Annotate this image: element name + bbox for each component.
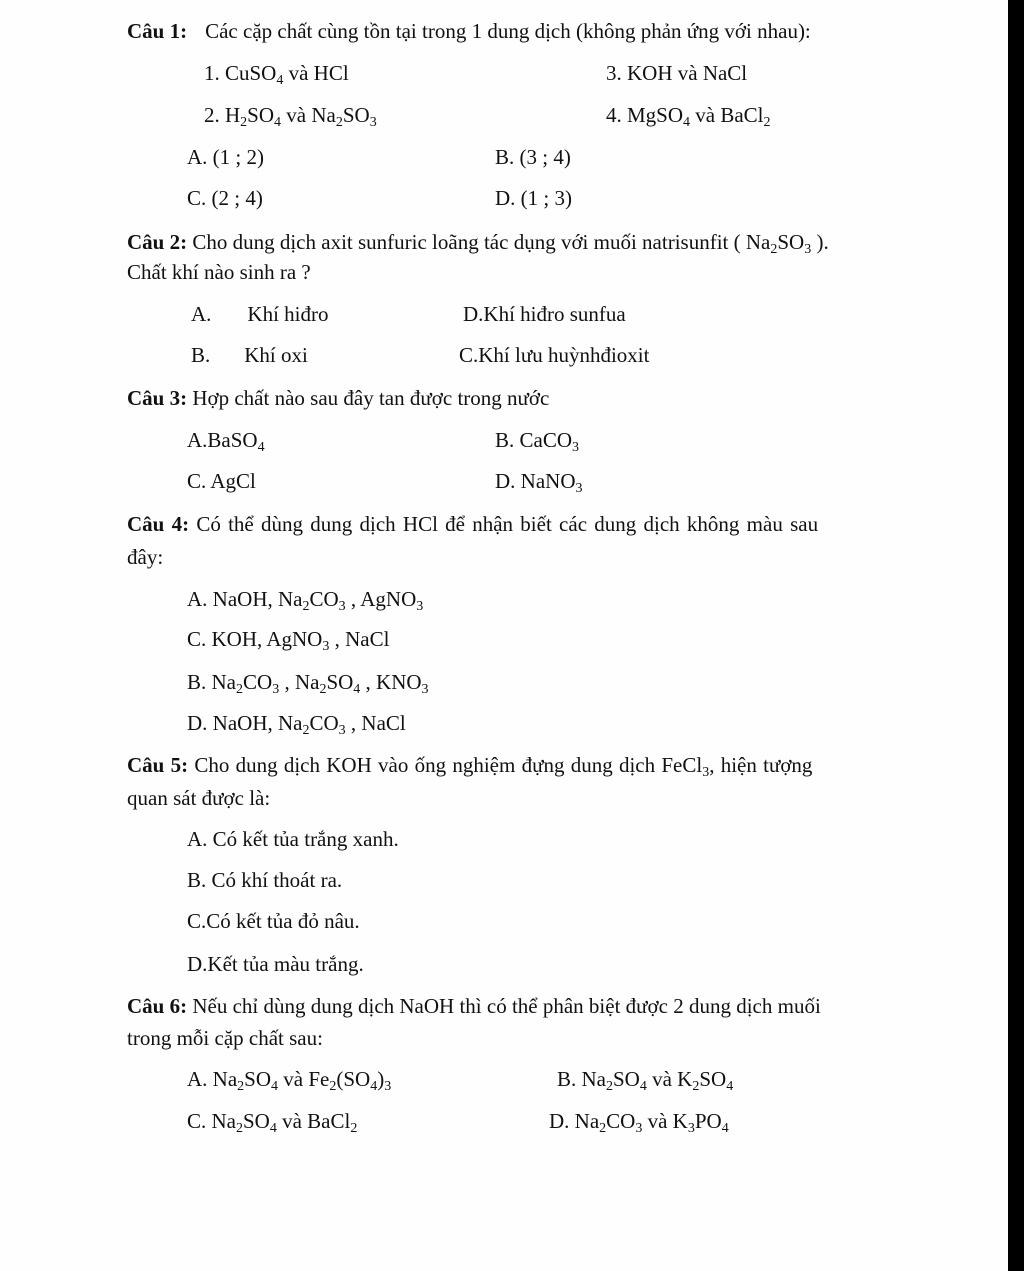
question-5-label: Câu 5: [127, 753, 189, 777]
question-1-label: Câu 1: [127, 19, 188, 43]
q1-option-d: D. (1 ; 3) [495, 186, 572, 210]
q2-option-b [191, 342, 308, 368]
question-1-stem [127, 18, 811, 44]
question-6-label: Câu 6: [127, 994, 188, 1018]
question-2-text: Cho dung dịch axit sunfuric loãng tác dụng với muối natrisunfit ( $Na_2SO_3$ ). [192, 230, 829, 257]
q1-item-3: 3. KOH và NaCl [606, 61, 748, 85]
question-2-label: Câu 2: [127, 230, 188, 254]
question-4-text: Có thể dùng dung dịch HCl để nhận biết các dung dịch không màu sau [196, 512, 819, 536]
question-4-label: Câu 4: [127, 512, 190, 536]
q1-option-b: B. (3 ; 4) [495, 145, 571, 169]
question-2-stem [127, 229, 829, 255]
q3-option-b: B. CaCO$_3$ [495, 428, 580, 455]
q2-option-a-text: Khí hiđro [247, 302, 329, 326]
q3-option-d: D. NaNO$_3$ [495, 469, 583, 496]
question-3-stem [127, 385, 549, 411]
q2-option-b-text: Khí oxi [244, 343, 308, 367]
q2-option-c: C.Khí lưu huỳnhđioxit [459, 343, 650, 367]
q4-option-d: D. NaOH, $Na_2CO_3$ , NaCl [187, 711, 406, 738]
question-5-text-cont: quan sát được là: [127, 786, 271, 810]
q5-option-d: D.Kết tủa màu trắng. [187, 952, 364, 976]
q1-option-c: C. (2 ; 4) [187, 186, 263, 210]
question-5-stem [127, 752, 812, 778]
q5-option-a: A. Có kết tủa trắng xanh. [187, 827, 399, 851]
q5-option-c: C.Có kết tủa đỏ nâu. [187, 909, 360, 933]
question-4-stem [127, 511, 818, 537]
question-1-text: Các cặp chất cùng tồn tại trong 1 dung dịch (không phản ứng với nhau): [205, 19, 811, 43]
q2-option-a-letter: A. [191, 302, 212, 326]
question-2-text-cont: Chất khí nào sinh ra ? [127, 260, 311, 284]
q6-option-b: B. $Na_2SO_4$ và $K_2SO_4$ [557, 1067, 734, 1094]
question-6-text-cont: trong mỗi cặp chất sau: [127, 1026, 323, 1050]
q4-option-a: A. NaOH, $Na_2CO_3$ , AgNO$_3$ [187, 587, 424, 614]
q2-option-b-letter: B. [191, 343, 211, 367]
question-6-stem [127, 993, 821, 1019]
q4-option-b: B. $Na_2CO_3$ , $Na_2SO_4$ , $KNO_3$ [187, 670, 429, 697]
q5-option-b: B. Có khí thoát ra. [187, 868, 343, 892]
question-5-text: Cho dung dịch KOH vào ống nghiệm đựng dung dịch FeCl$_3$, hiện tượng [194, 753, 813, 780]
q6-option-d: D. $Na_2CO_3$ và $K_3PO_4$ [549, 1109, 729, 1136]
question-3-label: Câu 3: [127, 386, 188, 410]
question-3-text: Hợp chất nào sau đây tan được trong nước [192, 386, 550, 410]
q1-option-a: A. (1 ; 2) [187, 145, 264, 169]
q2-option-a [191, 301, 329, 327]
q6-option-c: C. $Na_2SO_4$ và BaCl$_2$ [187, 1109, 358, 1136]
q1-item-2: 2. $H_2SO_4$ và $Na_2SO_3$ [204, 103, 377, 130]
question-6-text: Nếu chỉ dùng dung dịch NaOH thì có thể phân biệt được 2 dung dịch muối [192, 994, 821, 1018]
q1-item-4: 4. MgSO$_4$ và BaCl$_2$ [606, 103, 771, 130]
q1-item-1: 1. CuSO$_4$ và HCl [204, 61, 349, 88]
q6-option-a: A. $Na_2SO_4$ và $Fe_2(SO_4)_3$ [187, 1067, 392, 1094]
q4-option-c: C. KOH, AgNO$_3$ , NaCl [187, 627, 390, 654]
q3-option-a: A.BaSO$_4$ [187, 428, 265, 455]
q3-option-c: C. AgCl [187, 469, 256, 493]
question-4-text-cont: đây: [127, 545, 164, 569]
q2-option-d: D.Khí hiđro sunfua [463, 302, 626, 326]
